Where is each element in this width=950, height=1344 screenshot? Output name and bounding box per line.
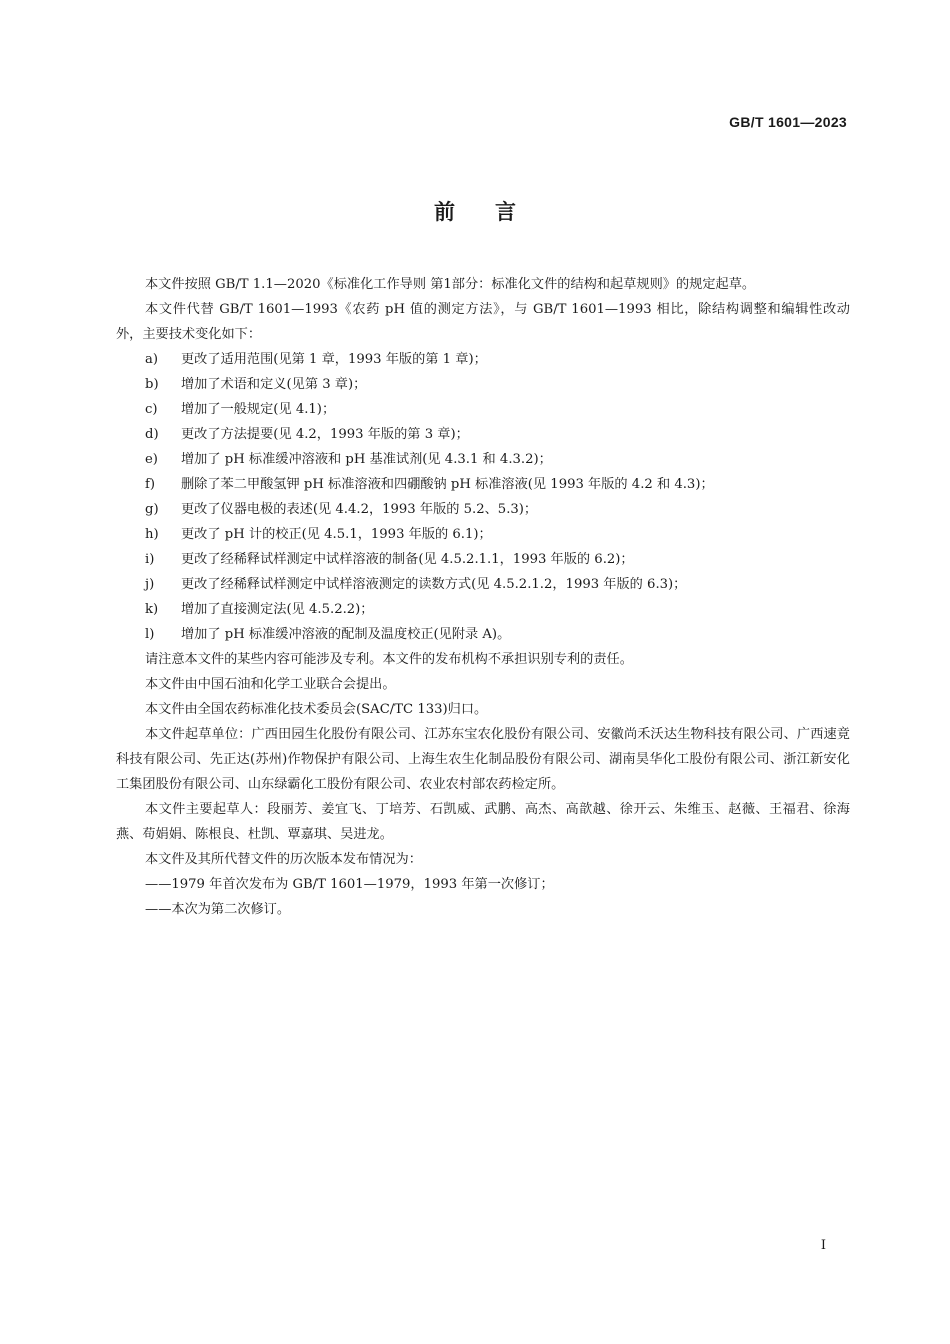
list-item-text: 增加了术语和定义(见第 3 章)； — [181, 377, 367, 392]
list-item-label: k) — [145, 602, 159, 617]
list-item-text: 增加了一般规定(见 4.1)； — [181, 402, 336, 417]
list-item-text: 更改了经稀释试样测定中试样溶液的制备(见 4.5.2.1.1，1993 年版的 6.2)； — [181, 552, 634, 567]
list-item-text: 更改了仪器电极的表述(见 4.4.2，1993 年版的 5.2、5.3)； — [181, 502, 538, 517]
list-item-label: b) — [145, 377, 159, 392]
version-history-intro: 本文件及其所代替文件的历次版本发布情况为： — [145, 852, 422, 867]
list-item — [116, 447, 850, 472]
list-item-text: 更改了 pH 计的校正(见 4.5.1，1993 年版的 6.1)； — [181, 527, 492, 542]
list-item — [116, 372, 850, 397]
version-history-item: ——本次为第二次修订。 — [145, 902, 291, 917]
list-item — [116, 622, 850, 647]
document-body — [116, 272, 850, 922]
version-history-item: ——1979 年首次发布为 GB/T 1601—1979，1993 年第一次修订； — [145, 877, 554, 892]
page-number: I — [820, 1238, 826, 1253]
list-item — [116, 472, 850, 497]
list-item-label: l) — [145, 627, 155, 642]
list-item-text: 增加了 pH 标准缓冲溶液的配制及温度校正(见附录 A)。 — [181, 627, 511, 642]
standard-code: GB/T 1601—2023 — [729, 114, 847, 130]
page-title: 前言 — [434, 200, 556, 224]
list-item — [116, 547, 850, 572]
list-item-text: 更改了适用范围(见第 1 章，1993 年版的第 1 章)； — [181, 352, 487, 367]
list-item-label: c) — [145, 402, 158, 417]
drafters: 本文件主要起草人：段丽芳、姜宜飞、丁培芳、石凯威、武鹏、高杰、高歆越、徐开云、朱维玉、赵薇、王福君、徐海燕、苟娟娟、陈根良、杜凯、覃嘉琪、吴进龙。 — [116, 802, 850, 842]
list-item-text: 增加了 pH 标准缓冲溶液和 pH 基准试剂(见 4.3.1 和 4.3.2)； — [181, 452, 552, 467]
list-item — [116, 572, 850, 597]
list-item-label: h) — [145, 527, 159, 542]
list-item-label: a) — [145, 352, 159, 367]
list-item-label: g) — [145, 502, 159, 517]
proposer-statement: 本文件由中国石油和化学工业联合会提出。 — [145, 677, 396, 692]
list-item-text: 更改了方法提要(见 4.2，1993 年版的第 3 章)； — [181, 427, 469, 442]
list-item-label: f) — [145, 477, 156, 492]
list-item-text: 增加了直接测定法(见 4.5.2.2)； — [181, 602, 374, 617]
list-item-label: i) — [145, 552, 155, 567]
list-item — [116, 422, 850, 447]
patent-notice: 请注意本文件的某些内容可能涉及专利。本文件的发布机构不承担识别专利的责任。 — [145, 652, 633, 667]
technical-committee-statement: 本文件由全国农药标准化技术委员会(SAC/TC 133)归口。 — [145, 702, 488, 717]
list-item-label: e) — [145, 452, 158, 467]
list-item — [116, 497, 850, 522]
list-item-text: 更改了经稀释试样测定中试样溶液测定的读数方式(见 4.5.2.1.2，1993 年版的 6.3)； — [181, 577, 687, 592]
change-list — [116, 347, 850, 647]
list-item — [116, 397, 850, 422]
list-item-label: d) — [145, 427, 159, 442]
list-item-label: j) — [145, 577, 155, 592]
intro-paragraph-1: 本文件按照 GB/T 1.1—2020《标准化工作导则 第1部分：标准化文件的结构和起草规则》的规定起草。 — [145, 277, 756, 292]
list-item — [116, 522, 850, 547]
intro-paragraph-2: 本文件代替 GB/T 1601—1993《农药 pH 值的测定方法》，与 GB/T 1601—1993 相比，除结构调整和编辑性改动外，主要技术变化如下： — [116, 302, 850, 342]
list-item-text: 删除了苯二甲酸氢钾 pH 标准溶液和四硼酸钠 pH 标准溶液(见 1993 年版的 4.2 和 4.3)； — [181, 477, 714, 492]
drafting-organizations: 本文件起草单位：广西田园生化股份有限公司、江苏东宝农化股份有限公司、安徽尚禾沃达生物科技有限公司、广西速竟科技有限公司、先正达(苏州)作物保护有限公司、上海生农生化制品股份有限公司、湖南昊华化工股份有限公司、浙江新安化工集团股份有限公司、山东绿霸化工股份有限公司、农业农村部农药检定所。 — [116, 727, 850, 792]
list-item — [116, 597, 850, 622]
list-item — [116, 347, 850, 372]
